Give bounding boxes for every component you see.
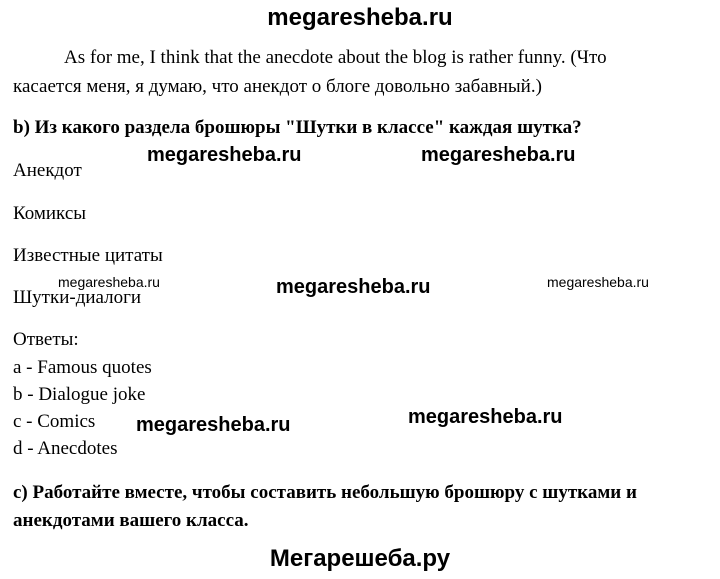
question-b: b) Из какого раздела брошюры "Шутки в классе" каждая шутка? [13, 117, 582, 138]
section-item: Анекдот [13, 160, 82, 181]
answer-item: c - Comics [13, 411, 96, 432]
header-watermark: megaresheba.ru [267, 4, 453, 31]
watermark: megaresheba.ru [408, 406, 563, 428]
footer-watermark: Мегарешеба.ру [269, 545, 451, 572]
answer-item: d - Anecdotes [13, 438, 118, 459]
section-item: Известные цитаты [13, 245, 163, 266]
answers-label: Ответы: [13, 329, 79, 350]
question-c-line-1: c) Работайте вместе, чтобы составить небольшую брошюру с шутками и [13, 482, 637, 503]
watermark: megaresheba.ru [547, 274, 649, 290]
section-item: Комиксы [13, 203, 87, 224]
watermark: megaresheba.ru [147, 144, 302, 166]
watermark: megaresheba.ru [421, 144, 576, 166]
answer-item: a - Famous quotes [13, 357, 152, 378]
watermark: megaresheba.ru [276, 276, 431, 298]
answer-item: b - Dialogue joke [13, 384, 146, 405]
question-c-line-2: анекдотами вашего класса. [13, 510, 249, 531]
intro-line-2: касается меня, я думаю, что анекдот о блоге довольно забавный.) [13, 76, 542, 97]
section-item: Шутки-диалоги [13, 287, 142, 308]
watermark: megaresheba.ru [136, 414, 291, 436]
intro-line-1: As for me, I think that the anecdote about the blog is rather funny. (Что [64, 47, 607, 68]
watermark: megaresheba.ru [58, 274, 160, 290]
